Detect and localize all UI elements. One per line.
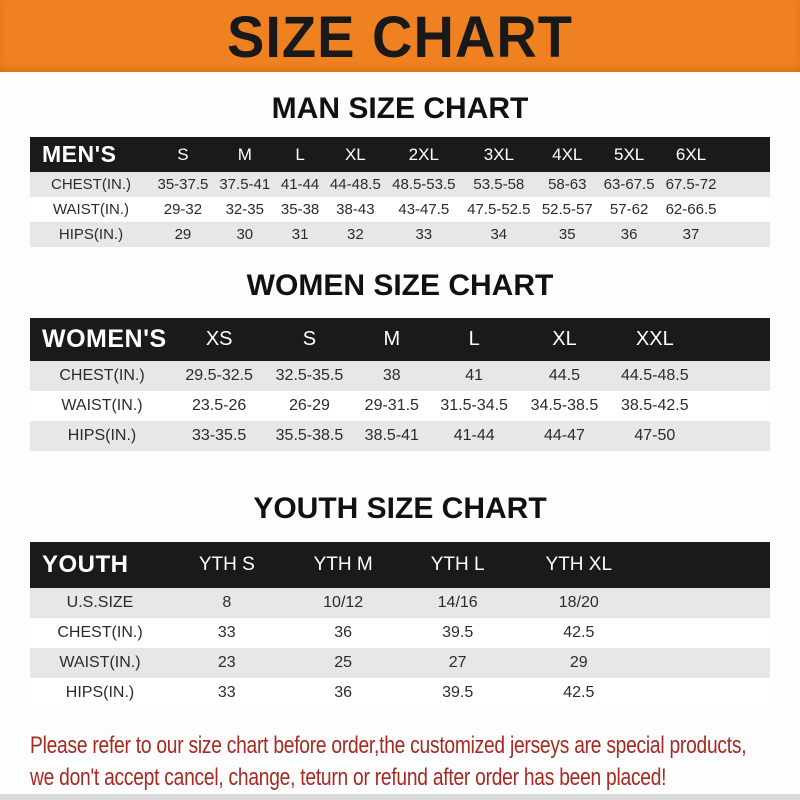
measurement-row [30, 197, 770, 222]
size-chart-section [0, 269, 800, 451]
size-chart-section [0, 492, 800, 708]
measurement-label: U.S.SIZE [66, 594, 134, 612]
size-value-cell: 29-31.5 [364, 397, 419, 415]
size-value-cell: 26-29 [289, 397, 330, 415]
size-value-cell: 57-62 [609, 201, 649, 219]
size-chart-section [0, 92, 800, 247]
size-table-header-row [30, 542, 770, 588]
notice-line-1: Please refer to our size chart before order,the customized jerseys are special products, [30, 732, 747, 760]
measurement-label: HIPS(IN.) [67, 427, 137, 445]
measurement-row [30, 618, 770, 648]
size-value-cell: 38.5-42.5 [621, 397, 689, 415]
size-column-header: 6XL [675, 144, 707, 164]
size-column-header: M [383, 328, 401, 351]
size-column-header: S [302, 328, 317, 351]
spacer-cell [722, 197, 770, 222]
notice-line-2: we don't accept cancel, change, teturn or refund after order has been placed! [30, 764, 667, 792]
size-value-cell: 43-47.5 [398, 201, 450, 219]
size-table [30, 542, 770, 708]
size-column-header: S [177, 144, 189, 164]
size-value-cell: 34 [490, 226, 508, 244]
size-value-cell: 36 [334, 684, 353, 702]
size-value-cell: 52.5-57 [541, 201, 593, 219]
size-value-cell: 41-44 [453, 427, 495, 445]
spacer-cell [700, 361, 770, 391]
size-value-cell: 44.5 [548, 367, 581, 385]
size-value-cell: 25 [334, 654, 353, 672]
size-value-cell: 8 [222, 594, 232, 612]
spacer-cell [645, 588, 770, 618]
size-value-cell: 32.5-35.5 [275, 367, 344, 385]
measurement-row [30, 648, 770, 678]
size-column-header: XS [205, 328, 233, 351]
size-value-cell: 42.5 [563, 684, 595, 702]
spacer-cell [645, 618, 770, 648]
size-value-cell: 14/16 [437, 594, 478, 612]
spacer-cell [722, 137, 770, 172]
section-title: YOUTH SIZE CHART [253, 492, 547, 526]
table-group-label: MEN'S [42, 141, 117, 168]
spacer-cell [722, 222, 770, 247]
size-value-cell: 29.5-32.5 [185, 367, 253, 385]
size-value-cell: 47.5-52.5 [467, 201, 531, 219]
size-value-cell: 44-48.5 [329, 176, 381, 194]
size-value-cell: 53.5-58 [473, 176, 525, 194]
size-table-body [30, 172, 770, 247]
banner-title: SIZE CHART [227, 3, 573, 69]
size-value-cell: 44-47 [544, 427, 585, 445]
spacer-cell [700, 318, 770, 361]
spacer-cell [645, 542, 770, 588]
size-value-cell: 27 [448, 654, 467, 672]
size-value-cell: 32 [347, 226, 364, 244]
measurement-label: WAIST(IN.) [59, 654, 141, 672]
size-column-header: L [468, 328, 480, 351]
size-value-cell: 33 [217, 684, 236, 702]
size-value-cell: 35-38 [280, 201, 320, 219]
size-column-header: YTH L [430, 554, 485, 576]
size-value-cell: 44.5-48.5 [621, 367, 689, 385]
size-table-body [30, 361, 770, 451]
table-group-label: WOMEN'S [42, 325, 167, 354]
size-column-header: L [295, 144, 305, 164]
size-table-body [30, 588, 770, 708]
spacer-cell [645, 648, 770, 678]
size-column-header: 3XL [483, 144, 514, 164]
size-value-cell: 42.5 [563, 624, 595, 642]
measurement-label: HIPS(IN.) [65, 684, 135, 702]
size-value-cell: 29 [174, 226, 192, 244]
measurement-row [30, 421, 770, 451]
size-value-cell: 23 [217, 654, 236, 672]
size-value-cell: 37.5-41 [219, 176, 271, 194]
section-title: MAN SIZE CHART [271, 92, 529, 126]
table-group-label: YOUTH [42, 551, 129, 579]
size-value-cell: 36 [334, 624, 353, 642]
footer-notice [0, 730, 800, 794]
spacer-cell [700, 421, 770, 451]
size-value-cell: 38.5-41 [364, 427, 419, 445]
size-column-header: XL [344, 144, 366, 164]
spacer-cell [722, 172, 770, 197]
size-value-cell: 47-50 [634, 427, 676, 445]
size-table-header-row [30, 318, 770, 361]
size-value-cell: 35.5-38.5 [275, 427, 344, 445]
size-table-header-row [30, 137, 770, 172]
measurement-label: WAIST(IN.) [52, 201, 130, 219]
size-table [30, 137, 770, 247]
measurement-row [30, 361, 770, 391]
image-bottom-edge [0, 794, 800, 800]
size-value-cell: 33 [415, 226, 433, 244]
size-value-cell: 33-35.5 [192, 427, 247, 445]
size-value-cell: 37 [682, 226, 700, 244]
size-value-cell: 38 [382, 367, 401, 385]
size-table-head [30, 137, 770, 172]
size-column-header: 2XL [408, 144, 439, 164]
size-value-cell: 31.5-34.5 [440, 397, 508, 415]
measurement-row [30, 588, 770, 618]
size-value-cell: 41-44 [280, 176, 320, 194]
size-value-cell: 29-32 [163, 201, 203, 219]
size-table-head [30, 542, 770, 588]
size-value-cell: 41 [465, 367, 484, 385]
size-value-cell: 36 [620, 226, 638, 244]
size-column-header: YTH S [198, 554, 255, 576]
measurement-label: CHEST(IN.) [51, 176, 131, 194]
size-value-cell: 34.5-38.5 [530, 397, 599, 415]
size-column-header: M [237, 144, 252, 164]
size-value-cell: 39.5 [442, 684, 474, 702]
size-value-cell: 10/12 [323, 594, 364, 612]
size-value-cell: 31 [291, 226, 309, 244]
size-value-cell: 32-35 [225, 201, 264, 219]
size-value-cell: 35 [558, 226, 576, 244]
measurement-row [30, 222, 770, 247]
size-value-cell: 18/20 [558, 594, 599, 612]
measurement-label: CHEST(IN.) [57, 624, 143, 642]
measurement-label: WAIST(IN.) [61, 397, 143, 415]
spacer-cell [700, 391, 770, 421]
size-column-header: 5XL [613, 144, 645, 164]
size-value-cell: 39.5 [442, 624, 474, 642]
size-value-cell: 23.5-26 [192, 397, 247, 415]
size-table [30, 318, 770, 451]
size-column-header: 4XL [552, 144, 583, 164]
measurement-label: CHEST(IN.) [59, 367, 145, 385]
size-value-cell: 33 [217, 624, 236, 642]
size-column-header: XXL [635, 328, 674, 351]
size-column-header: YTH M [313, 554, 373, 576]
size-value-cell: 29 [569, 654, 588, 672]
measurement-row [30, 678, 770, 708]
size-value-cell: 63-67.5 [603, 176, 655, 194]
spacer-cell [645, 678, 770, 708]
section-title: WOMEN SIZE CHART [246, 269, 554, 303]
size-value-cell: 62-66.5 [665, 201, 717, 219]
size-value-cell: 48.5-53.5 [392, 176, 456, 194]
measurement-row [30, 172, 770, 197]
size-value-cell: 30 [236, 226, 254, 244]
size-column-header: YTH XL [545, 554, 613, 576]
measurement-row [30, 391, 770, 421]
size-value-cell: 35-37.5 [157, 176, 209, 194]
size-value-cell: 38-43 [336, 201, 375, 219]
size-table-head [30, 318, 770, 361]
banner [0, 0, 800, 72]
size-column-header: XL [552, 328, 577, 351]
size-value-cell: 58-63 [548, 176, 587, 194]
size-chart-sections [0, 72, 800, 708]
measurement-label: HIPS(IN.) [58, 226, 124, 244]
size-value-cell: 67.5-72 [665, 176, 717, 194]
